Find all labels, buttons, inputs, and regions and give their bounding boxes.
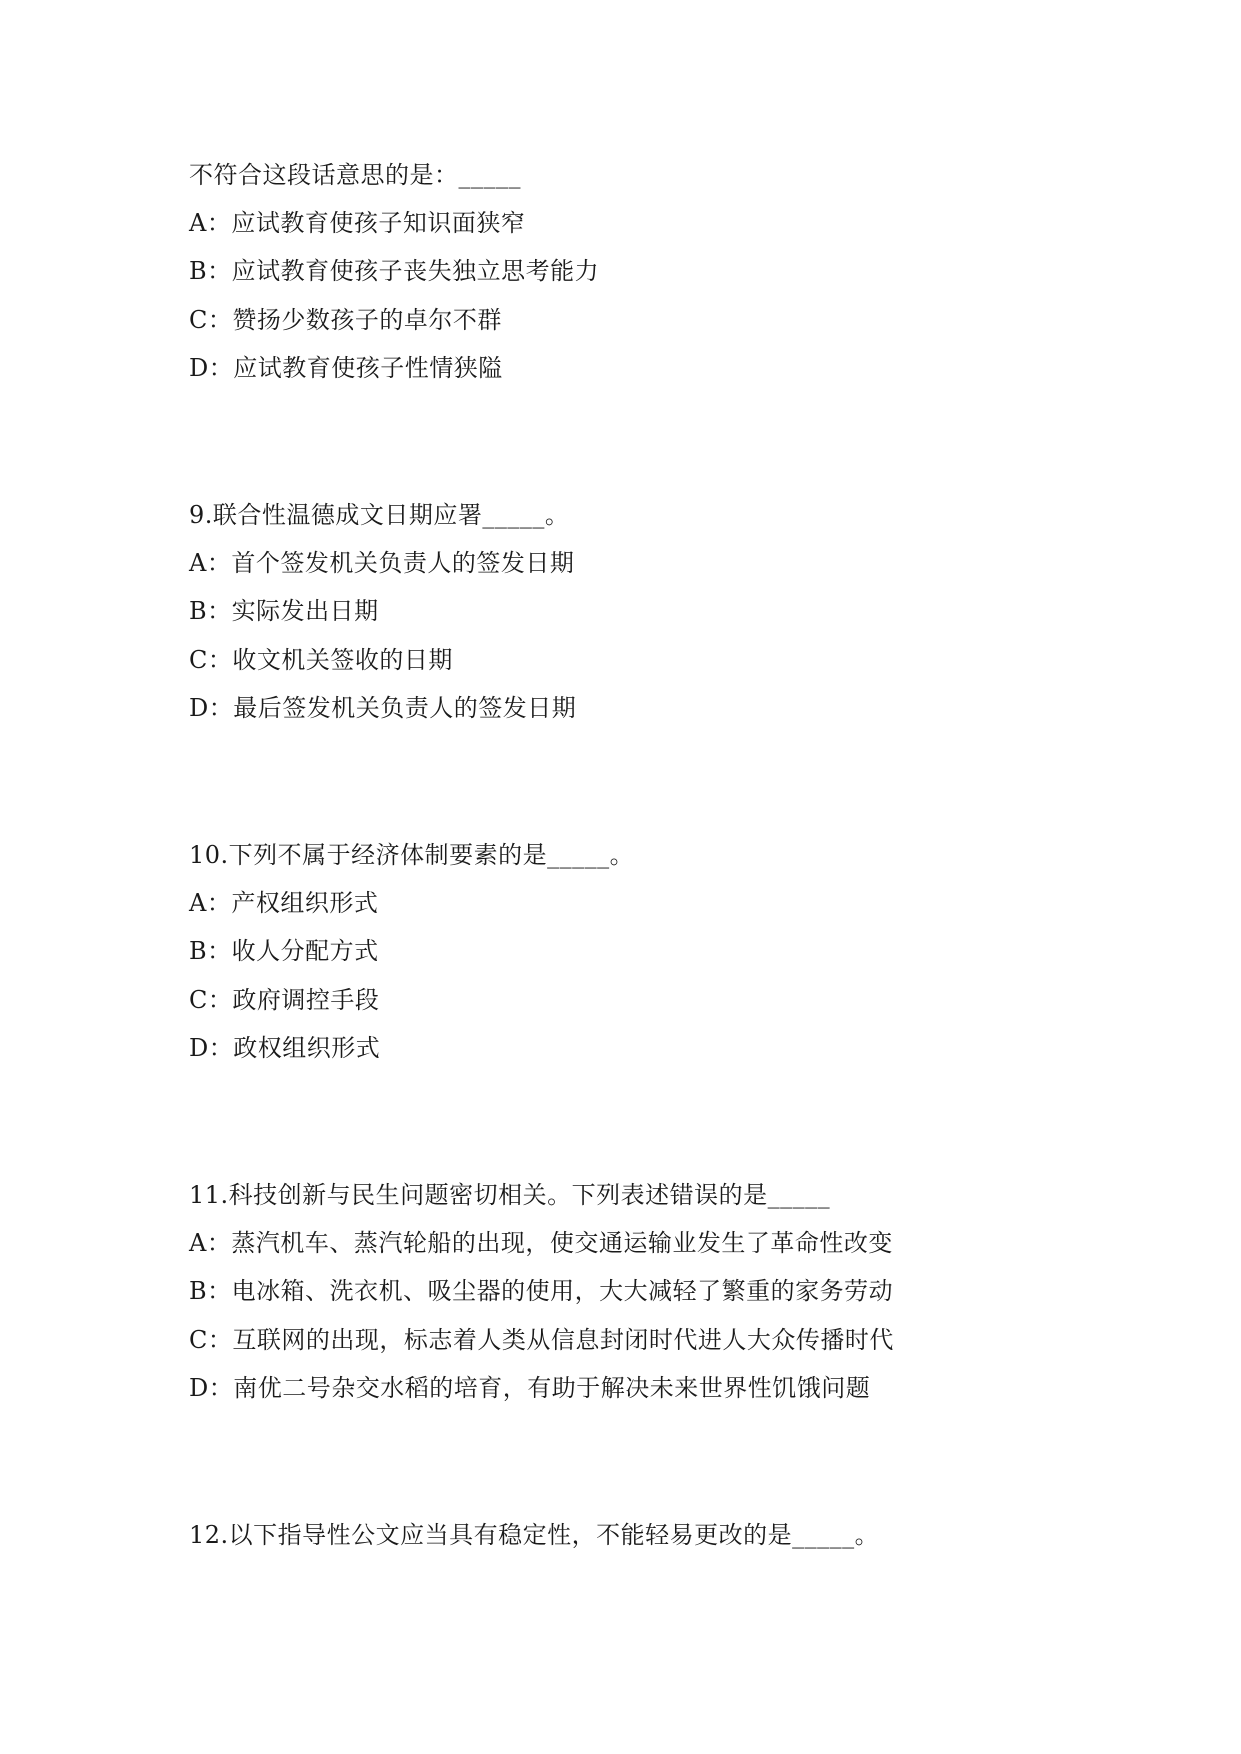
question-stem: 不符合这段话意思的是：_____ xyxy=(189,161,521,189)
question-stem: 9.联合性温德成文日期应署_____。 xyxy=(189,501,570,529)
question-stem: 12.以下指导性公文应当具有稳定性，不能轻易更改的是_____。 xyxy=(189,1521,880,1549)
question-stem: 10.下列不属于经济体制要素的是_____。 xyxy=(189,841,635,869)
question-stem: 11.科技创新与民生问题密切相关。下列表述错误的是_____ xyxy=(189,1181,831,1209)
option-c: C：互联网的出现，标志着人类从信息封闭时代进人大众传播时代 xyxy=(189,1326,894,1354)
option-d: D：最后签发机关负责人的签发日期 xyxy=(189,694,577,722)
option-a: A：产权组织形式 xyxy=(189,889,379,917)
option-c: C：赞扬少数孩子的卓尔不群 xyxy=(189,306,502,334)
option-d: D：政权组织形式 xyxy=(189,1034,381,1062)
option-a: A：首个签发机关负责人的签发日期 xyxy=(189,549,575,577)
option-a: A：应试教育使孩子知识面狭窄 xyxy=(189,209,526,237)
option-b: B：电冰箱、洗衣机、吸尘器的使用，大大减轻了繁重的家务劳动 xyxy=(189,1277,894,1305)
option-b: B：收人分配方式 xyxy=(189,937,379,965)
option-b: B：应试教育使孩子丧失独立思考能力 xyxy=(189,257,600,285)
option-b: B：实际发出日期 xyxy=(189,597,379,625)
option-c: C：收文机关签收的日期 xyxy=(189,646,453,674)
option-d: D：南优二号杂交水稻的培育，有助于解决未来世界性饥饿问题 xyxy=(189,1374,871,1402)
option-a: A：蒸汽机车、蒸汽轮船的出现，使交通运输业发生了革命性改变 xyxy=(189,1229,893,1257)
option-d: D：应试教育使孩子性情狭隘 xyxy=(189,354,503,382)
option-c: C：政府调控手段 xyxy=(189,986,380,1014)
